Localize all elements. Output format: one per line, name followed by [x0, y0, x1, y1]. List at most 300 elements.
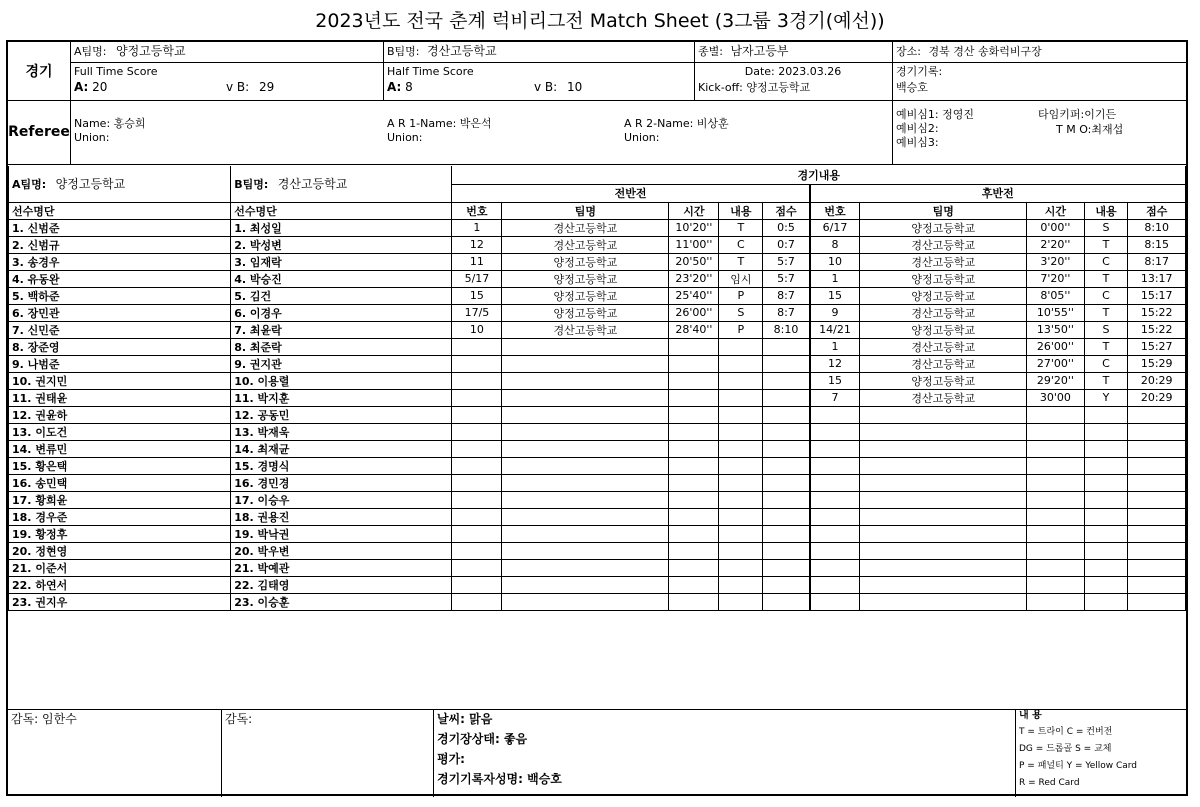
second-half-cell: 양정고등학교	[860, 372, 1027, 389]
second-half-cell: 20:29	[1128, 389, 1186, 406]
table-row	[9, 236, 1186, 253]
table-row	[9, 542, 1186, 559]
player-a: 11. 권태윤	[9, 389, 231, 406]
player-a: 4. 유동완	[9, 270, 231, 287]
col-header: 팀명	[860, 202, 1027, 219]
first-half-cell: S	[719, 304, 763, 321]
b-team-label: B팀명:	[387, 45, 420, 58]
first-half-cell	[452, 406, 502, 423]
second-half-cell	[860, 474, 1027, 491]
second-half-cell: 13:17	[1128, 270, 1186, 287]
first-half-cell	[452, 389, 502, 406]
second-half-cell: 양정고등학교	[860, 270, 1027, 287]
first-half-cell: 11	[452, 253, 502, 270]
first-half-cell	[502, 406, 669, 423]
table-row	[9, 287, 1186, 304]
player-b: 9. 권지관	[231, 355, 452, 372]
second-half-cell	[860, 491, 1027, 508]
first-half-cell: C	[719, 236, 763, 253]
referee-union: Union:	[74, 131, 110, 144]
second-half-cell: 7'20''	[1027, 270, 1084, 287]
second-half-cell: T	[1084, 338, 1128, 355]
b-team-name: 경산고등학교	[427, 44, 497, 58]
ft-a-label: A:	[74, 80, 89, 94]
second-half-cell: C	[1084, 355, 1128, 372]
recorder-label: 경기기록:	[896, 65, 943, 78]
second-half-cell: 30'00	[1027, 389, 1084, 406]
second-half-cell	[1084, 542, 1128, 559]
first-half-cell	[669, 491, 719, 508]
player-a: 5. 백하준	[9, 287, 231, 304]
second-half-cell: 29'20''	[1027, 372, 1084, 389]
a-team-name: 양정고등학교	[115, 44, 186, 58]
second-half-cell	[860, 457, 1027, 474]
timekeeper: 타임키퍼:이기든	[1038, 108, 1117, 121]
second-half-cell: 20:29	[1128, 372, 1186, 389]
second-half-cell: 6/17	[810, 219, 860, 236]
venue-value: 경북 경산 송화럭비구장	[928, 45, 1042, 58]
table-row	[9, 593, 1186, 610]
second-half-cell	[1084, 525, 1128, 542]
player-a: 23. 권지우	[9, 593, 231, 610]
first-half-cell	[452, 338, 502, 355]
second-half-cell: 8	[810, 236, 860, 253]
second-half-cell: S	[1084, 219, 1128, 236]
second-half-cell: 8:10	[1128, 219, 1186, 236]
second-half-cell: 14/21	[810, 321, 860, 338]
first-half-cell	[502, 423, 669, 440]
match-table	[8, 166, 1186, 611]
first-half-cell	[669, 559, 719, 576]
second-half-cell	[1128, 593, 1186, 610]
second-half-cell: 8'05''	[1027, 287, 1084, 304]
first-half-cell: 임시	[719, 270, 763, 287]
second-half-cell	[810, 474, 860, 491]
first-half-cell	[719, 525, 763, 542]
table-row	[9, 219, 1186, 236]
referee-label: Referee	[8, 124, 70, 140]
first-half-cell: P	[719, 321, 763, 338]
second-half-cell: 경산고등학교	[860, 236, 1027, 253]
first-half-cell	[719, 406, 763, 423]
player-a: 1. 신범준	[9, 219, 231, 236]
first-half-cell	[669, 542, 719, 559]
first-half-cell: 23'20''	[669, 270, 719, 287]
table-row	[9, 304, 1186, 321]
ar1-name: A R 1-Name: 박은석	[387, 117, 492, 130]
first-half-cell	[452, 423, 502, 440]
table-row	[9, 457, 1186, 474]
first-half-cell	[669, 508, 719, 525]
first-half-cell	[763, 355, 810, 372]
recorder-signature: 경기기록자성명: 백승호	[437, 772, 562, 786]
first-half-cell	[502, 372, 669, 389]
second-half-cell	[810, 457, 860, 474]
first-half-cell	[452, 372, 502, 389]
table-row	[9, 355, 1186, 372]
table-row	[9, 389, 1186, 406]
second-half-cell	[1027, 525, 1084, 542]
second-half-cell	[1084, 508, 1128, 525]
player-a: 14. 변류민	[9, 440, 231, 457]
first-half-cell: 8:10	[763, 321, 810, 338]
first-half-cell	[719, 559, 763, 576]
player-b: 1. 최성일	[231, 219, 452, 236]
first-half-cell	[719, 440, 763, 457]
second-half-cell	[1027, 474, 1084, 491]
first-half-cell	[763, 525, 810, 542]
player-a: 7. 신민준	[9, 321, 231, 338]
first-half-cell: 경산고등학교	[502, 219, 669, 236]
first-half-cell	[669, 440, 719, 457]
recorder-name: 백승호	[896, 81, 928, 94]
second-half-cell	[1027, 457, 1084, 474]
player-a: 20. 정현영	[9, 542, 231, 559]
second-half-cell	[1027, 542, 1084, 559]
legend-item: R = Red Card	[1019, 778, 1080, 788]
ar2-union: Union:	[624, 131, 660, 144]
page-title: 2023년도 전국 춘계 럭비리그전 Match Sheet (3그룹 3경기(예선))	[315, 10, 885, 32]
first-half-cell: 10'20''	[669, 219, 719, 236]
second-half-cell: 경산고등학교	[860, 304, 1027, 321]
second-half-cell	[810, 508, 860, 525]
first-half-cell: 15	[452, 287, 502, 304]
first-half-cell: T	[719, 253, 763, 270]
second-half-cell	[1084, 406, 1128, 423]
first-half-cell: 5/17	[452, 270, 502, 287]
second-half-cell: 양정고등학교	[860, 219, 1027, 236]
first-half-cell	[763, 423, 810, 440]
second-half-cell: 15:29	[1128, 355, 1186, 372]
second-half-cell	[860, 406, 1027, 423]
second-half-cell	[1084, 440, 1128, 457]
first-half-cell	[452, 474, 502, 491]
second-half-cell: 10	[810, 253, 860, 270]
first-half-cell	[763, 508, 810, 525]
kickoff: Kick-off: 양정고등학교	[698, 81, 811, 94]
table-row	[9, 559, 1186, 576]
player-a: 8. 장준영	[9, 338, 231, 355]
first-half-cell	[452, 355, 502, 372]
first-half-cell	[502, 576, 669, 593]
player-a: 2. 신범규	[9, 236, 231, 253]
col-header: 점수	[1128, 202, 1186, 219]
first-half-cell	[669, 372, 719, 389]
ht-a-label: A:	[387, 80, 402, 94]
col-header: 번호	[810, 202, 860, 219]
second-half-cell: 2'20''	[1027, 236, 1084, 253]
first-half-cell: 경산고등학교	[502, 321, 669, 338]
first-half-cell	[719, 423, 763, 440]
player-b: 16. 경민경	[231, 474, 452, 491]
full-time-label: Full Time Score	[74, 65, 158, 78]
second-half-cell: 경산고등학교	[860, 253, 1027, 270]
first-half-cell: 25'40''	[669, 287, 719, 304]
first-half-cell	[719, 542, 763, 559]
second-half-cell	[1128, 474, 1186, 491]
second-half-cell: 13'50''	[1027, 321, 1084, 338]
table-row	[9, 406, 1186, 423]
player-b: 15. 경명식	[231, 457, 452, 474]
second-half-cell	[810, 440, 860, 457]
second-half-cell	[860, 423, 1027, 440]
first-half-cell	[763, 474, 810, 491]
second-half-cell	[1027, 491, 1084, 508]
first-half-cell	[719, 474, 763, 491]
player-b: 12. 공동민	[231, 406, 452, 423]
player-a: 15. 황은택	[9, 457, 231, 474]
table-row	[9, 440, 1186, 457]
second-half-cell	[810, 559, 860, 576]
first-half-cell	[763, 491, 810, 508]
player-a: 17. 황희윤	[9, 491, 231, 508]
ft-b-score: 29	[259, 80, 275, 94]
second-half-cell: 양정고등학교	[860, 287, 1027, 304]
player-header-b: 선수명단	[231, 202, 452, 219]
first-half-cell: 11'00''	[669, 236, 719, 253]
player-b: 18. 권용진	[231, 508, 452, 525]
first-half-cell	[669, 423, 719, 440]
first-half-cell	[669, 457, 719, 474]
player-b: 3. 임재락	[231, 253, 452, 270]
second-half-cell: 15:27	[1128, 338, 1186, 355]
col-header: 내용	[1084, 202, 1128, 219]
second-half-cell	[1027, 440, 1084, 457]
player-b: 4. 박승진	[231, 270, 452, 287]
col-header: 시간	[1027, 202, 1084, 219]
first-half-cell	[452, 525, 502, 542]
second-half-cell	[1084, 491, 1128, 508]
ground-condition: 경기장상태: 좋음	[437, 732, 528, 746]
second-half-cell	[1084, 576, 1128, 593]
first-half-cell	[502, 389, 669, 406]
first-half-cell	[719, 593, 763, 610]
player-b: 14. 최재균	[231, 440, 452, 457]
first-half-label: 전반전	[452, 184, 810, 202]
player-b: 8. 최준락	[231, 338, 452, 355]
second-half-cell	[860, 508, 1027, 525]
second-half-cell	[1128, 491, 1186, 508]
ht-a-score: 8	[405, 80, 413, 94]
second-half-cell: 0'00''	[1027, 219, 1084, 236]
first-half-cell: T	[719, 219, 763, 236]
first-half-cell: 20'50''	[669, 253, 719, 270]
second-half-cell	[1128, 457, 1186, 474]
second-half-cell	[1027, 508, 1084, 525]
first-half-cell	[669, 406, 719, 423]
first-half-cell: 양정고등학교	[502, 304, 669, 321]
table-row	[9, 321, 1186, 338]
second-half-cell	[1027, 559, 1084, 576]
second-half-cell	[1084, 457, 1128, 474]
second-half-cell	[810, 576, 860, 593]
roster-b-team: 경산고등학교	[277, 177, 348, 192]
first-half-cell	[502, 491, 669, 508]
a-team-label: A팀명:	[74, 45, 107, 58]
legend-item: T = 트라이 C = 컨버전	[1019, 727, 1113, 737]
reserve-referee-3: 예비심3:	[896, 136, 939, 149]
first-half-cell	[502, 542, 669, 559]
col-header: 팀명	[502, 202, 669, 219]
player-b: 5. 김건	[231, 287, 452, 304]
col-header: 내용	[719, 202, 763, 219]
first-half-cell: 8:7	[763, 304, 810, 321]
player-b: 7. 최윤락	[231, 321, 452, 338]
table-row	[9, 338, 1186, 355]
ar1-union: Union:	[387, 131, 423, 144]
second-half-cell: 12	[810, 355, 860, 372]
table-row	[9, 372, 1186, 389]
second-half-cell	[1084, 474, 1128, 491]
reserve-referee-1: 예비심1: 정영진	[896, 108, 974, 121]
ht-b-label: v B:	[534, 80, 558, 94]
second-half-cell: S	[1084, 321, 1128, 338]
second-half-cell: 양정고등학교	[860, 321, 1027, 338]
first-half-cell	[452, 542, 502, 559]
first-half-cell	[763, 542, 810, 559]
player-b: 11. 박지훈	[231, 389, 452, 406]
second-half-cell: 26'00''	[1027, 338, 1084, 355]
second-half-cell: C	[1084, 253, 1128, 270]
second-half-cell	[810, 491, 860, 508]
first-half-cell: 양정고등학교	[502, 270, 669, 287]
roster-a-label: A팀명:	[12, 178, 47, 192]
first-half-cell	[669, 593, 719, 610]
second-half-cell	[1128, 508, 1186, 525]
player-b: 19. 박낙권	[231, 525, 452, 542]
first-half-cell	[763, 372, 810, 389]
second-half-cell	[810, 542, 860, 559]
second-half-cell	[1128, 576, 1186, 593]
second-half-cell	[1128, 440, 1186, 457]
second-half-cell: 10'55''	[1027, 304, 1084, 321]
second-half-cell: Y	[1084, 389, 1128, 406]
player-b: 17. 이승우	[231, 491, 452, 508]
second-half-cell: T	[1084, 304, 1128, 321]
evaluation: 평가:	[437, 752, 465, 766]
table-row	[9, 525, 1186, 542]
player-b: 23. 이승훈	[231, 593, 452, 610]
second-half-cell	[1027, 593, 1084, 610]
legend-item: DG = 드롭골 S = 교체	[1019, 744, 1112, 754]
player-a: 10. 권지민	[9, 372, 231, 389]
first-half-cell	[763, 440, 810, 457]
first-half-cell	[763, 338, 810, 355]
table-row	[9, 474, 1186, 491]
second-half-cell: 8:15	[1128, 236, 1186, 253]
category-value: 남자고등부	[730, 44, 789, 58]
second-half-cell: 15:22	[1128, 304, 1186, 321]
first-half-cell	[452, 440, 502, 457]
referee-name: Name: 홍승희	[74, 117, 146, 130]
second-half-cell	[1128, 406, 1186, 423]
first-half-cell	[719, 491, 763, 508]
legend-title: 내 용	[1019, 710, 1042, 721]
second-half-cell	[1084, 423, 1128, 440]
col-header: 시간	[669, 202, 719, 219]
second-half-cell: T	[1084, 236, 1128, 253]
second-half-cell	[1027, 423, 1084, 440]
second-half-cell	[860, 525, 1027, 542]
player-b: 13. 박재욱	[231, 423, 452, 440]
first-half-cell: 12	[452, 236, 502, 253]
first-half-cell	[763, 389, 810, 406]
second-half-cell: 8:17	[1128, 253, 1186, 270]
roster-b-label: B팀명:	[234, 178, 269, 192]
first-half-cell	[719, 389, 763, 406]
second-half-cell	[1084, 593, 1128, 610]
player-a: 9. 나범준	[9, 355, 231, 372]
second-half-cell	[1128, 525, 1186, 542]
second-half-cell	[860, 576, 1027, 593]
ft-a-score: 20	[92, 80, 108, 94]
first-half-cell	[452, 508, 502, 525]
match-sheet	[6, 40, 1188, 796]
coach-b: 감독:	[225, 712, 253, 726]
second-half-cell: 27'00''	[1027, 355, 1084, 372]
first-half-cell	[719, 457, 763, 474]
player-a: 16. 송민택	[9, 474, 231, 491]
second-half-cell	[810, 423, 860, 440]
second-half-cell: 15:22	[1128, 321, 1186, 338]
first-half-cell	[719, 355, 763, 372]
second-half-cell: 15:17	[1128, 287, 1186, 304]
first-half-cell	[502, 440, 669, 457]
second-half-cell: 15	[810, 372, 860, 389]
first-half-cell	[763, 406, 810, 423]
category-label: 종별:	[698, 45, 723, 58]
second-half-cell	[810, 406, 860, 423]
footer	[8, 709, 1186, 797]
half-time-label: Half Time Score	[387, 65, 474, 78]
first-half-cell	[669, 474, 719, 491]
second-half-cell	[860, 440, 1027, 457]
first-half-cell	[452, 559, 502, 576]
first-half-cell: 8:7	[763, 287, 810, 304]
first-half-cell: 양정고등학교	[502, 287, 669, 304]
player-b: 10. 이용렬	[231, 372, 452, 389]
first-half-cell	[719, 508, 763, 525]
second-half-cell: 1	[810, 338, 860, 355]
first-half-cell	[452, 491, 502, 508]
first-half-cell	[502, 355, 669, 372]
player-b: 20. 박우변	[231, 542, 452, 559]
player-b: 21. 박예관	[231, 559, 452, 576]
second-half-cell	[810, 525, 860, 542]
first-half-cell: 17/5	[452, 304, 502, 321]
player-a: 3. 송경우	[9, 253, 231, 270]
tmo: T M O:최재섭	[1056, 123, 1124, 136]
table-row	[9, 423, 1186, 440]
second-half-cell	[1027, 406, 1084, 423]
second-half-cell: T	[1084, 270, 1128, 287]
first-half-cell: 10	[452, 321, 502, 338]
first-half-cell	[452, 457, 502, 474]
roster-a-team: 양정고등학교	[55, 177, 126, 192]
table-row	[9, 253, 1186, 270]
first-half-cell: 0:5	[763, 219, 810, 236]
player-b: 22. 김태영	[231, 576, 452, 593]
second-half-cell: 1	[810, 270, 860, 287]
table-row	[9, 508, 1186, 525]
first-half-cell	[763, 593, 810, 610]
second-half-cell	[860, 559, 1027, 576]
second-half-cell	[1084, 559, 1128, 576]
first-half-cell: 5:7	[763, 253, 810, 270]
first-half-cell	[763, 576, 810, 593]
second-half-cell: 3'20''	[1027, 253, 1084, 270]
player-b: 6. 이경우	[231, 304, 452, 321]
